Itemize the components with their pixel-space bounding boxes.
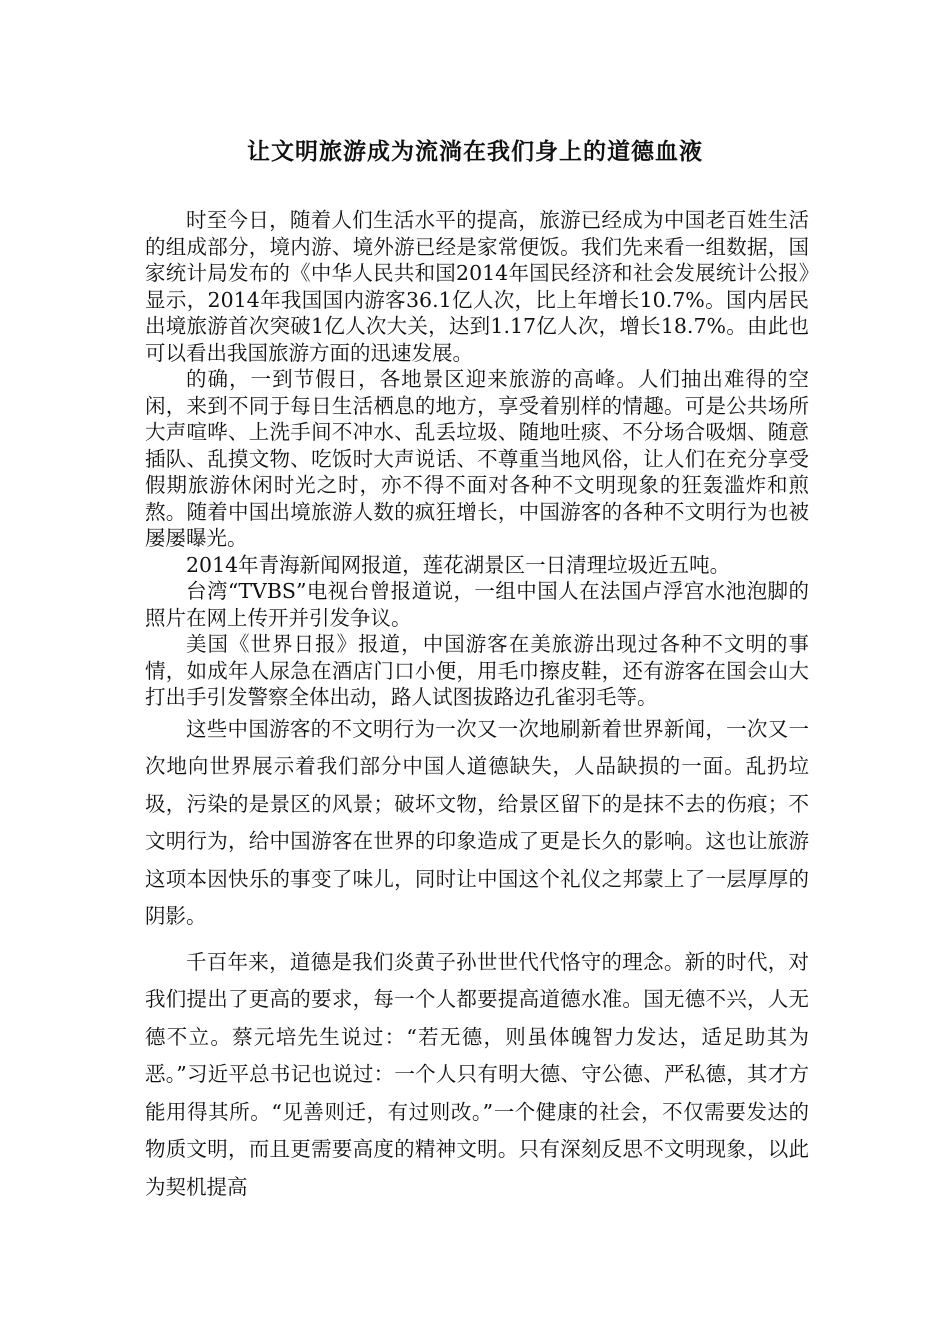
paragraph-uncivilized-behavior: 这些中国游客的不文明行为一次又一次地刷新着世界新闻，一次又一次地向世界展示着我们部分中国人道德缺失，人品缺损的一面。乱扔垃圾，污染的是景区的风景；破坏文物，给景区留下的是抹不去的伤痕；不文明行为，给中国游客在世界的印象造成了更是长久的影响。这也让旅游这项本因快乐的事变了味儿，同时让中国这个礼仪之邦蒙上了一层厚厚的阴影。 [145, 716, 809, 928]
document-title: 让文明旅游成为流淌在我们身上的道德血液 [247, 138, 703, 165]
paragraph-tvbs-report: 台湾“TVBS”电视台曾报道说，一组中国人在法国卢浮宫水池泡脚的照片在网上传开并引发争议。 [145, 579, 809, 630]
body-section-dense [145, 207, 809, 711]
paragraph-morality: 千百年来，道德是我们炎黄子孙世世代代恪守的理念。新的时代，对我们提出了更高的要求，每一个人都要提高道德水准。国无德不兴，人无德不立。蔡元培先生说过：“若无德，则虽体魄智力发达，适足助其为恶。”习近平总书记也说过：一个人只有明大德、守公德、严私德，其才方能用得其所。“见善则迁，有过则改。”一个健康的社会，不仅需要发达的物质文明，而且更需要高度的精神文明。只有深刻反思不文明现象，以此为契机提高 [145, 949, 809, 1199]
paragraph-holiday-peak: 的确，一到节假日，各地景区迎来旅游的高峰。人们抽出难得的空闲，来到不同于每日生活栖息的地方，享受着别样的情趣。可是公共场所大声喧哗、上洗手间不冲水、乱丢垃圾、随地吐痰、不分场合吸烟、随意插队、乱摸文物、吃饭时大声说话、不尊重当地风俗，让人们在充分享受假期旅游休闲时光之时，亦不得不面对各种不文明现象的狂轰滥炸和煎熬。随着中国出境旅游人数的疯狂增长，中国游客的各种不文明行为也被屡屡曝光。 [145, 367, 809, 550]
paragraph-tourism-data: 时至今日，随着人们生活水平的提高，旅游已经成为中国老百姓生活的组成部分，境内游、境外游已经是家常便饭。我们先来看一组数据，国家统计局发布的《中华人民共和国2014年国民经济和社会发展统计公报》显示，2014年我国国内游客36.1亿人次，比上年增长10.7%。国内居民出境旅游首次突破1亿人次大关，达到1.17亿人次，增长18.7%。由此也可以看出我国旅游方面的迅速发展。 [145, 208, 809, 365]
paragraph-spacer [145, 936, 809, 944]
paragraph-qinghai-report: 2014年青海新闻网报道，莲花湖景区一日清理垃圾近五吨。 [186, 552, 731, 577]
paragraph-world-journal-report: 美国《世界日报》报道，中国游客在美旅游出现过各种不文明的事情，如成年人尿急在酒店门口小便，用毛巾擦皮鞋，还有游客在国会山大打出手引发警察全体出动，路人试图拔路边孔雀羽毛等。 [145, 632, 809, 709]
body-section-spaced [145, 711, 809, 1207]
document-body [145, 207, 809, 1206]
